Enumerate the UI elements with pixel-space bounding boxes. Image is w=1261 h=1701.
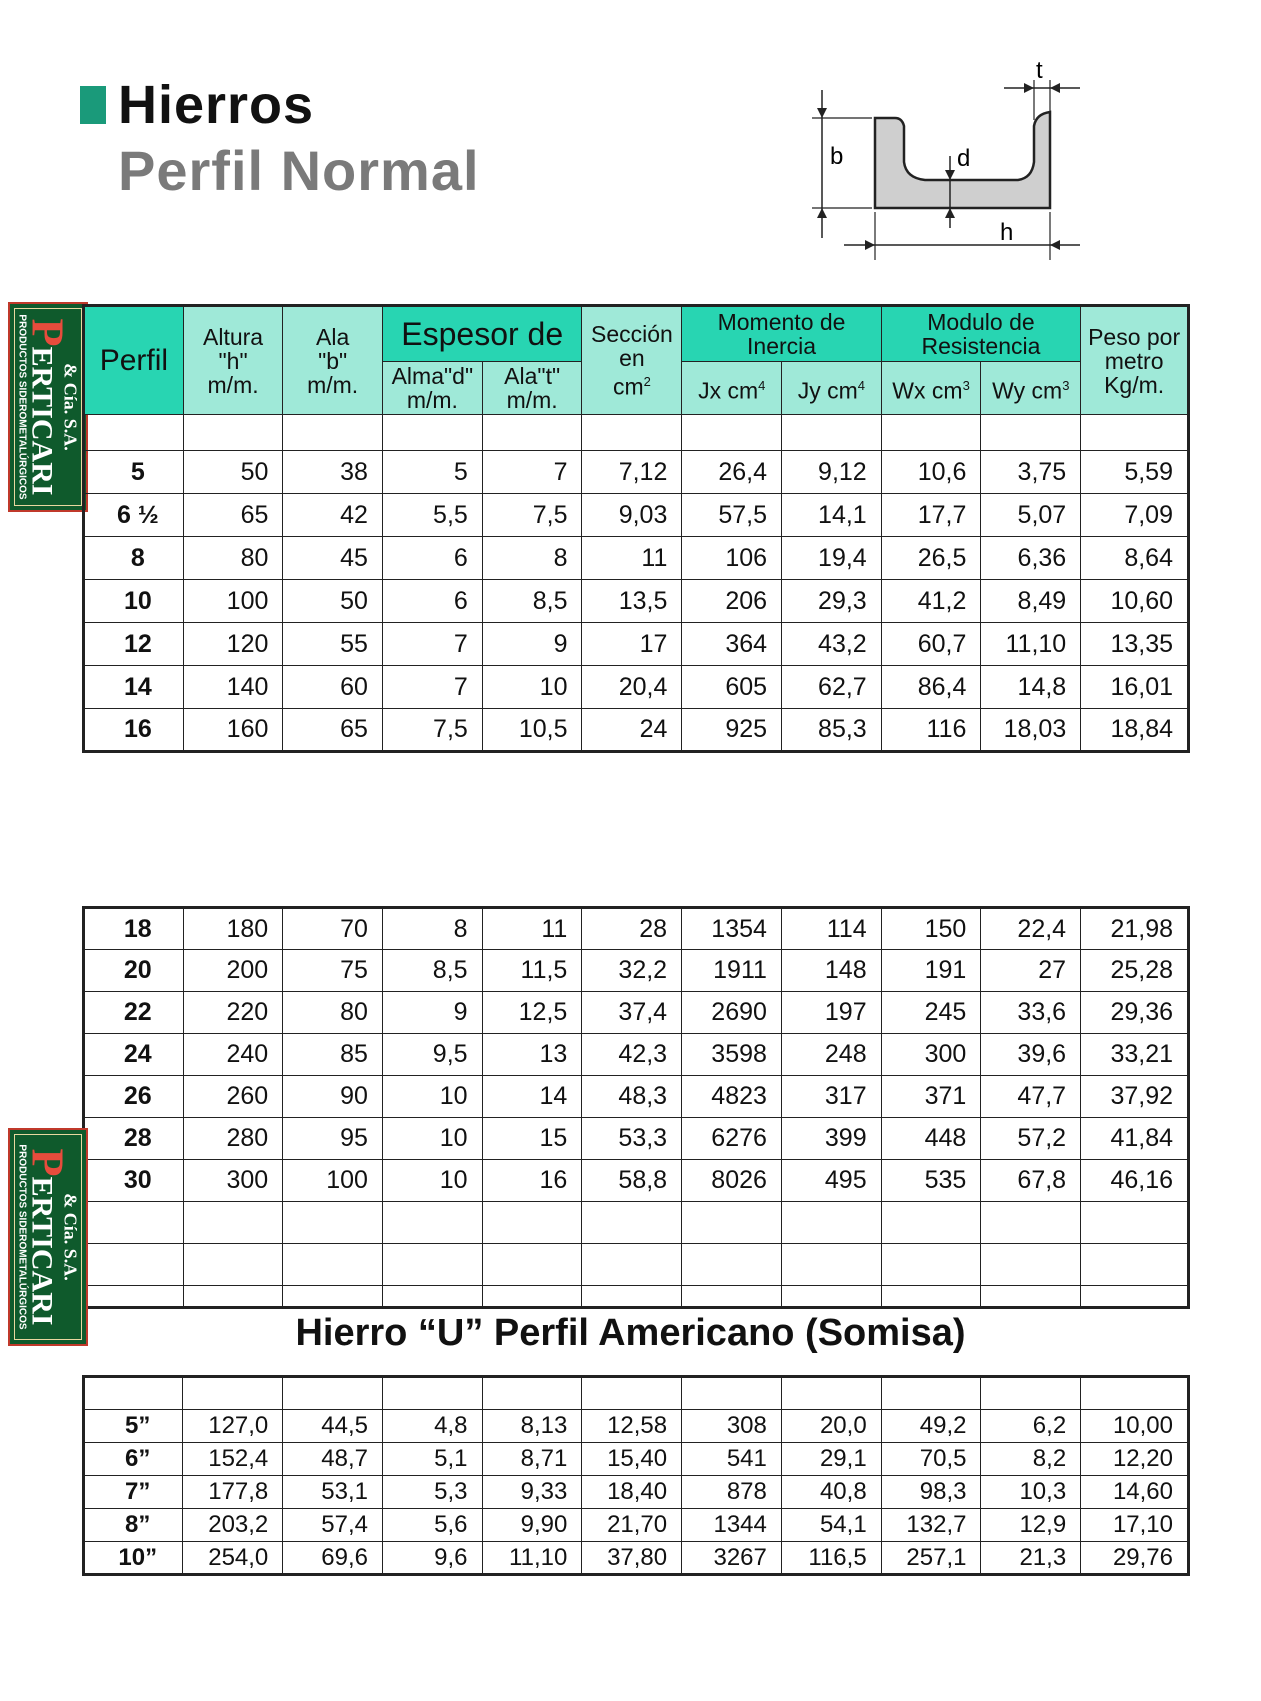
value-cell: 254,0 xyxy=(183,1542,283,1575)
value-cell: 8 xyxy=(382,908,482,950)
value-cell: 10 xyxy=(382,1076,482,1118)
value-cell: 53,1 xyxy=(283,1476,383,1509)
value-cell: 7,5 xyxy=(382,709,482,752)
value-cell: 46,16 xyxy=(1081,1160,1189,1202)
value-cell: 33,21 xyxy=(1081,1034,1189,1076)
value-cell: 60,7 xyxy=(881,623,981,666)
value-cell: 495 xyxy=(781,1160,881,1202)
value-cell: 7,09 xyxy=(1081,494,1189,537)
page-title: Hierros xyxy=(118,75,315,135)
value-cell: 200 xyxy=(183,950,283,992)
value-cell: 17,10 xyxy=(1081,1509,1189,1542)
value-cell: 65 xyxy=(183,494,283,537)
value-cell: 85,3 xyxy=(782,709,882,752)
table-row xyxy=(84,580,1189,623)
table-row xyxy=(84,908,1189,950)
table-row xyxy=(84,623,1189,666)
title-marker xyxy=(80,86,106,124)
blank-row xyxy=(84,1286,1189,1308)
value-cell: 29,76 xyxy=(1081,1542,1189,1575)
label-h: h xyxy=(1000,219,1014,246)
value-cell: 10 xyxy=(482,666,582,709)
value-cell: 15 xyxy=(482,1118,582,1160)
value-cell: 37,4 xyxy=(582,992,682,1034)
header-perfil: Perfil xyxy=(84,306,184,415)
value-cell: 148 xyxy=(781,950,881,992)
value-cell: 29,3 xyxy=(782,580,882,623)
value-cell: 12,5 xyxy=(482,992,582,1034)
perfil-cell: 20 xyxy=(84,950,184,992)
value-cell: 605 xyxy=(682,666,782,709)
value-cell: 10 xyxy=(382,1118,482,1160)
value-cell: 8026 xyxy=(682,1160,782,1202)
value-cell: 7,5 xyxy=(482,494,582,537)
value-cell: 9,03 xyxy=(582,494,682,537)
value-cell: 12,58 xyxy=(582,1410,682,1443)
value-cell: 10,60 xyxy=(1081,580,1189,623)
value-cell: 13,5 xyxy=(582,580,682,623)
header-alma-d: Alma"d" m/m. xyxy=(382,362,482,415)
value-cell: 11,10 xyxy=(482,1542,582,1575)
perfil-cell: 6” xyxy=(84,1443,183,1476)
value-cell: 191 xyxy=(881,950,981,992)
blank-row xyxy=(84,415,1189,451)
value-cell: 6,2 xyxy=(981,1410,1081,1443)
value-cell: 878 xyxy=(682,1476,782,1509)
value-cell: 49,2 xyxy=(881,1410,981,1443)
value-cell: 541 xyxy=(682,1443,782,1476)
table-row xyxy=(84,709,1189,752)
value-cell: 21,70 xyxy=(582,1509,682,1542)
value-cell: 42 xyxy=(283,494,383,537)
value-cell: 308 xyxy=(682,1410,782,1443)
blank-row xyxy=(84,1244,1189,1286)
value-cell: 10,6 xyxy=(881,451,981,494)
value-cell: 9,33 xyxy=(482,1476,582,1509)
blank-row xyxy=(84,1377,1189,1410)
value-cell: 6,36 xyxy=(981,537,1081,580)
perfil-cell: 6 ½ xyxy=(84,494,184,537)
value-cell: 12,20 xyxy=(1081,1443,1189,1476)
perfil-cell: 30 xyxy=(84,1160,184,1202)
value-cell: 7 xyxy=(382,666,482,709)
header-jx: Jx $cm^4$ xyxy=(682,362,782,415)
value-cell: 150 xyxy=(881,908,981,950)
perfil-cell: 28 xyxy=(84,1118,184,1160)
value-cell: 25,28 xyxy=(1081,950,1189,992)
value-cell: 8 xyxy=(482,537,582,580)
label-b: b xyxy=(830,143,844,170)
value-cell: 95 xyxy=(283,1118,383,1160)
logo-company: & Cía. S.A. xyxy=(60,363,81,451)
logo-tagline: PRODUCTOS SIDEROMETALÚRGICOS xyxy=(16,1144,28,1330)
value-cell: 90 xyxy=(283,1076,383,1118)
value-cell: 300 xyxy=(881,1034,981,1076)
value-cell: 86,4 xyxy=(881,666,981,709)
value-cell: 40,8 xyxy=(781,1476,881,1509)
header-ala-t: Ala"t" m/m. xyxy=(482,362,582,415)
value-cell: 6276 xyxy=(682,1118,782,1160)
header-modulo: Modulo de Resistencia xyxy=(881,306,1081,362)
value-cell: 41,2 xyxy=(881,580,981,623)
company-logo xyxy=(8,302,88,512)
table-row xyxy=(84,1542,1189,1575)
value-cell: 114 xyxy=(781,908,881,950)
perfil-cell: 14 xyxy=(84,666,184,709)
value-cell: 8,5 xyxy=(382,950,482,992)
value-cell: 17 xyxy=(582,623,682,666)
label-t: t xyxy=(1036,60,1043,84)
value-cell: 21,3 xyxy=(981,1542,1081,1575)
value-cell: 44,5 xyxy=(283,1410,383,1443)
value-cell: 16,01 xyxy=(1081,666,1189,709)
label-d: d xyxy=(957,145,971,172)
value-cell: 70 xyxy=(283,908,383,950)
value-cell: 257,1 xyxy=(881,1542,981,1575)
value-cell: 7 xyxy=(482,451,582,494)
perfil-normal-table-2 xyxy=(82,906,1190,1309)
perfil-americano-table xyxy=(82,1375,1190,1576)
value-cell: 9,5 xyxy=(382,1034,482,1076)
value-cell: 120 xyxy=(183,623,283,666)
value-cell: 106 xyxy=(682,537,782,580)
value-cell: 2690 xyxy=(682,992,782,1034)
value-cell: 57,2 xyxy=(981,1118,1081,1160)
value-cell: 127,0 xyxy=(183,1410,283,1443)
value-cell: 10 xyxy=(382,1160,482,1202)
value-cell: 11,10 xyxy=(981,623,1081,666)
value-cell: 371 xyxy=(881,1076,981,1118)
value-cell: 69,6 xyxy=(283,1542,383,1575)
value-cell: 53,3 xyxy=(582,1118,682,1160)
value-cell: 18,03 xyxy=(981,709,1081,752)
value-cell: 57,5 xyxy=(682,494,782,537)
value-cell: 24 xyxy=(582,709,682,752)
logo-name: PERTICARI xyxy=(22,1148,74,1326)
logo-company: & Cía. S.A. xyxy=(60,1193,81,1281)
value-cell: 26,5 xyxy=(881,537,981,580)
perfil-cell: 8” xyxy=(84,1509,183,1542)
value-cell: 60 xyxy=(283,666,383,709)
value-cell: 220 xyxy=(183,992,283,1034)
section-title: Hierro “U” Perfil Americano (Somisa) xyxy=(295,1312,966,1354)
value-cell: 9 xyxy=(382,992,482,1034)
value-cell: 17,7 xyxy=(881,494,981,537)
value-cell: 43,2 xyxy=(782,623,882,666)
value-cell: 100 xyxy=(183,580,283,623)
header-momento: Momento de Inercia xyxy=(682,306,881,362)
table-row xyxy=(84,1076,1189,1118)
value-cell: 8,5 xyxy=(482,580,582,623)
value-cell: 19,4 xyxy=(782,537,882,580)
value-cell: 70,5 xyxy=(881,1443,981,1476)
table-row xyxy=(84,1034,1189,1076)
value-cell: 37,80 xyxy=(582,1542,682,1575)
table-row xyxy=(84,992,1189,1034)
perfil-cell: 22 xyxy=(84,992,184,1034)
value-cell: 32,2 xyxy=(582,950,682,992)
value-cell: 42,3 xyxy=(582,1034,682,1076)
value-cell: 29,1 xyxy=(781,1443,881,1476)
value-cell: 28 xyxy=(582,908,682,950)
table-row xyxy=(84,1509,1189,1542)
value-cell: 1911 xyxy=(682,950,782,992)
perfil-cell: 7” xyxy=(84,1476,183,1509)
u-profile-diagram xyxy=(800,60,1120,280)
value-cell: 14,8 xyxy=(981,666,1081,709)
value-cell: 3,75 xyxy=(981,451,1081,494)
value-cell: 260 xyxy=(183,1076,283,1118)
value-cell: 13,35 xyxy=(1081,623,1189,666)
value-cell: 16 xyxy=(482,1160,582,1202)
value-cell: 9,6 xyxy=(382,1542,482,1575)
perfil-cell: 24 xyxy=(84,1034,184,1076)
value-cell: 3598 xyxy=(682,1034,782,1076)
value-cell: 29,36 xyxy=(1081,992,1189,1034)
value-cell: 280 xyxy=(183,1118,283,1160)
value-cell: 11 xyxy=(482,908,582,950)
value-cell: 10,3 xyxy=(981,1476,1081,1509)
value-cell: 47,7 xyxy=(981,1076,1081,1118)
value-cell: 448 xyxy=(881,1118,981,1160)
value-cell: 13 xyxy=(482,1034,582,1076)
value-cell: 26,4 xyxy=(682,451,782,494)
perfil-cell: 16 xyxy=(84,709,184,752)
table-row xyxy=(84,1160,1189,1202)
value-cell: 140 xyxy=(183,666,283,709)
value-cell: 80 xyxy=(183,537,283,580)
value-cell: 22,4 xyxy=(981,908,1081,950)
perfil-cell: 5 xyxy=(84,451,184,494)
value-cell: 85 xyxy=(283,1034,383,1076)
value-cell: 5,5 xyxy=(382,494,482,537)
perfil-cell: 26 xyxy=(84,1076,184,1118)
value-cell: 8,49 xyxy=(981,580,1081,623)
value-cell: 15,40 xyxy=(582,1443,682,1476)
value-cell: 55 xyxy=(283,623,383,666)
value-cell: 1354 xyxy=(682,908,782,950)
value-cell: 132,7 xyxy=(881,1509,981,1542)
value-cell: 4823 xyxy=(682,1076,782,1118)
value-cell: 48,7 xyxy=(283,1443,383,1476)
header-seccion: Sección en $cm^2$ xyxy=(582,306,682,415)
header-ala: Ala "b" m/m. xyxy=(283,306,383,415)
value-cell: 14,1 xyxy=(782,494,882,537)
value-cell: 1344 xyxy=(682,1509,782,1542)
value-cell: 240 xyxy=(183,1034,283,1076)
value-cell: 10,00 xyxy=(1081,1410,1189,1443)
blank-row xyxy=(84,1202,1189,1244)
value-cell: 5,3 xyxy=(382,1476,482,1509)
value-cell: 14 xyxy=(482,1076,582,1118)
value-cell: 27 xyxy=(981,950,1081,992)
value-cell: 6 xyxy=(382,537,482,580)
header-wy: Wy $cm^3$ xyxy=(981,362,1081,415)
table-row xyxy=(84,451,1189,494)
value-cell: 11 xyxy=(582,537,682,580)
value-cell: 11,5 xyxy=(482,950,582,992)
value-cell: 62,7 xyxy=(782,666,882,709)
value-cell: 9,12 xyxy=(782,451,882,494)
value-cell: 245 xyxy=(881,992,981,1034)
value-cell: 5,6 xyxy=(382,1509,482,1542)
value-cell: 10,5 xyxy=(482,709,582,752)
table-row xyxy=(84,1443,1189,1476)
perfil-normal-table-1 xyxy=(82,304,1190,753)
value-cell: 67,8 xyxy=(981,1160,1081,1202)
value-cell: 177,8 xyxy=(183,1476,283,1509)
perfil-cell: 8 xyxy=(84,537,184,580)
table-row xyxy=(84,494,1189,537)
value-cell: 8,2 xyxy=(981,1443,1081,1476)
value-cell: 98,3 xyxy=(881,1476,981,1509)
value-cell: 364 xyxy=(682,623,782,666)
value-cell: 54,1 xyxy=(781,1509,881,1542)
value-cell: 248 xyxy=(781,1034,881,1076)
value-cell: 9 xyxy=(482,623,582,666)
value-cell: 535 xyxy=(881,1160,981,1202)
page-subtitle: Perfil Normal xyxy=(118,139,480,202)
perfil-cell: 10 xyxy=(84,580,184,623)
value-cell: 21,98 xyxy=(1081,908,1189,950)
value-cell: 38 xyxy=(283,451,383,494)
header-wx: Wx $cm^3$ xyxy=(881,362,981,415)
value-cell: 20,0 xyxy=(781,1410,881,1443)
value-cell: 203,2 xyxy=(183,1509,283,1542)
value-cell: 116 xyxy=(881,709,981,752)
table-row xyxy=(84,1476,1189,1509)
value-cell: 37,92 xyxy=(1081,1076,1189,1118)
table-row xyxy=(84,1118,1189,1160)
value-cell: 18,84 xyxy=(1081,709,1189,752)
value-cell: 57,4 xyxy=(283,1509,383,1542)
value-cell: 58,8 xyxy=(582,1160,682,1202)
value-cell: 7 xyxy=(382,623,482,666)
value-cell: 50 xyxy=(283,580,383,623)
value-cell: 12,9 xyxy=(981,1509,1081,1542)
value-cell: 152,4 xyxy=(183,1443,283,1476)
table-row xyxy=(84,1410,1189,1443)
value-cell: 7,12 xyxy=(582,451,682,494)
value-cell: 80 xyxy=(283,992,383,1034)
value-cell: 180 xyxy=(183,908,283,950)
value-cell: 399 xyxy=(781,1118,881,1160)
value-cell: 206 xyxy=(682,580,782,623)
perfil-cell: 12 xyxy=(84,623,184,666)
value-cell: 20,4 xyxy=(582,666,682,709)
value-cell: 317 xyxy=(781,1076,881,1118)
value-cell: 75 xyxy=(283,950,383,992)
value-cell: 48,3 xyxy=(582,1076,682,1118)
perfil-cell: 18 xyxy=(84,908,184,950)
value-cell: 8,13 xyxy=(482,1410,582,1443)
header-altura: Altura "h" m/m. xyxy=(183,306,283,415)
value-cell: 197 xyxy=(781,992,881,1034)
value-cell: 8,64 xyxy=(1081,537,1189,580)
value-cell: 5,07 xyxy=(981,494,1081,537)
value-cell: 6 xyxy=(382,580,482,623)
value-cell: 5 xyxy=(382,451,482,494)
value-cell: 8,71 xyxy=(482,1443,582,1476)
value-cell: 45 xyxy=(283,537,383,580)
value-cell: 41,84 xyxy=(1081,1118,1189,1160)
perfil-cell: 5” xyxy=(84,1410,183,1443)
value-cell: 65 xyxy=(283,709,383,752)
logo-tagline: PRODUCTOS SIDEROMETALÚRGICOS xyxy=(16,314,28,500)
value-cell: 5,59 xyxy=(1081,451,1189,494)
value-cell: 5,1 xyxy=(382,1443,482,1476)
table-row xyxy=(84,950,1189,992)
value-cell: 300 xyxy=(183,1160,283,1202)
value-cell: 4,8 xyxy=(382,1410,482,1443)
header-jy: Jy $cm^4$ xyxy=(782,362,882,415)
value-cell: 33,6 xyxy=(981,992,1081,1034)
value-cell: 100 xyxy=(283,1160,383,1202)
value-cell: 160 xyxy=(183,709,283,752)
perfil-cell: 10” xyxy=(84,1542,183,1575)
value-cell: 50 xyxy=(183,451,283,494)
header-peso: Peso por metro Kg/m. xyxy=(1081,306,1189,415)
logo-name: PERTICARI xyxy=(22,318,74,496)
value-cell: 116,5 xyxy=(781,1542,881,1575)
header-espesor: Espesor de xyxy=(382,306,582,362)
value-cell: 14,60 xyxy=(1081,1476,1189,1509)
value-cell: 9,90 xyxy=(482,1509,582,1542)
value-cell: 18,40 xyxy=(582,1476,682,1509)
value-cell: 925 xyxy=(682,709,782,752)
table-row xyxy=(84,537,1189,580)
value-cell: 39,6 xyxy=(981,1034,1081,1076)
value-cell: 3267 xyxy=(682,1542,782,1575)
table-row xyxy=(84,666,1189,709)
